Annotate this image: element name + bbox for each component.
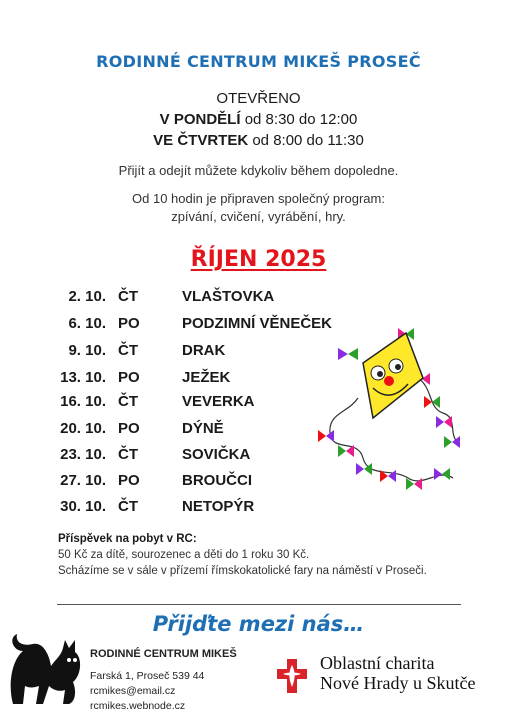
fee-info: [58, 531, 427, 579]
charity-line-1: Oblastní charita: [320, 653, 435, 673]
org-web[interactable]: rcmikes.webnode.cz: [90, 700, 186, 712]
open-label: OTEVŘENO: [216, 90, 301, 107]
slogan: Přijďte mezi nás…: [152, 612, 365, 636]
thursday-hours: VE ČTVRTEK od 8:00 do 11:30: [153, 132, 364, 149]
info-line-1: Přijít a odejít můžete kdykoliv během dopoledne.: [118, 163, 399, 178]
info-line-3: zpívání, cvičení, vyrábění, hry.: [171, 209, 346, 224]
fee-line-1: 50 Kč za dítě, sourozenec a děti do 1 roku 30 Kč.: [58, 549, 310, 561]
charity-name: [320, 653, 475, 693]
fee-line-2: Scházíme se v sále v přízemí římskokatolické fary na náměstí v Proseči.: [58, 565, 427, 577]
info-line-2: Od 10 hodin je připraven společný program:: [132, 191, 385, 206]
kite-illustration: [318, 318, 468, 498]
org-email[interactable]: rcmikes@email.cz: [90, 685, 176, 697]
charity-line-2: Nové Hrady u Skutče: [320, 673, 476, 693]
org-address: Farská 1, Proseč 539 44: [90, 670, 205, 682]
charity-cross-icon: [273, 657, 311, 695]
org-contact: [90, 647, 237, 714]
divider: [57, 604, 461, 605]
opening-hours: [0, 88, 517, 151]
org-name: RODINNÉ CENTRUM MIKEŠ: [90, 648, 237, 660]
monday-hours: V PONDĚLÍ od 8:30 do 12:00: [159, 111, 358, 128]
month-heading: ŘÍJEN 2025: [190, 247, 327, 272]
page-title: RODINNÉ CENTRUM MIKEŠ PROSEČ: [96, 52, 421, 71]
cat-logo-icon: [3, 626, 85, 706]
fee-heading: Příspěvek na pobyt v RC:: [58, 533, 197, 545]
